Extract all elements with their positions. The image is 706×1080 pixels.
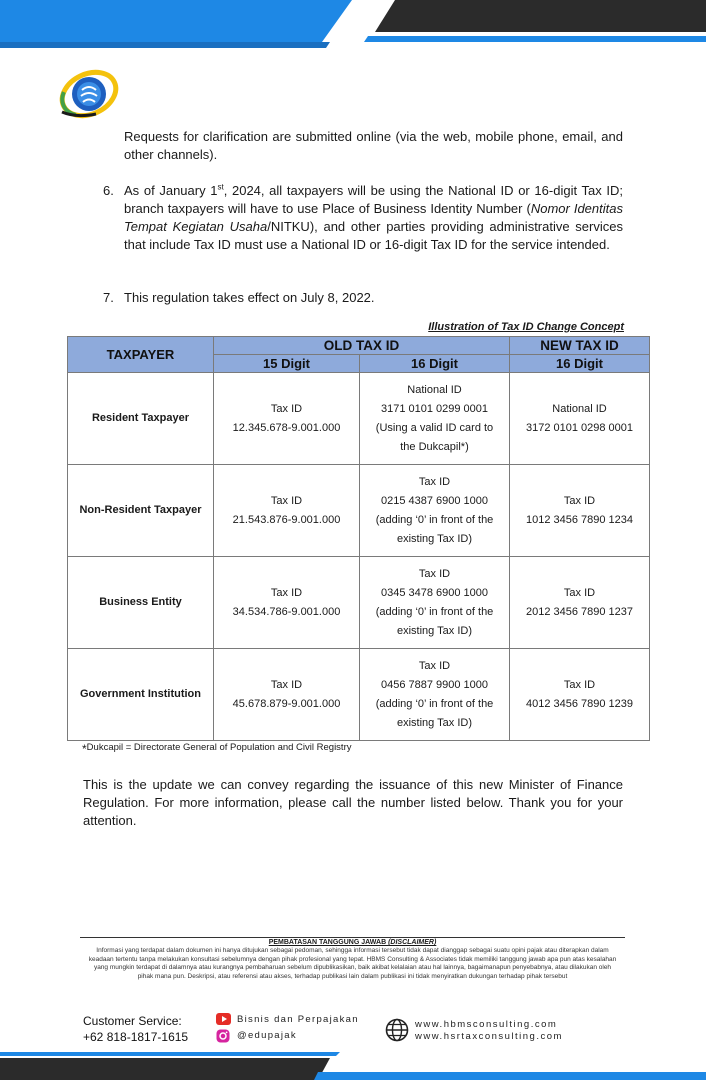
closing-paragraph: This is the update we can convey regarding the issuance of this new Minister of Finance Regulation. For more information, please call the number listed below. Thank you for your attention. xyxy=(83,777,623,828)
header-taxpayer: TAXPAYER xyxy=(68,337,214,373)
table-row xyxy=(68,465,650,557)
old-15-digit-cell: Tax ID 12.345.678-9.001.000 xyxy=(214,373,360,465)
header-old-tax-id: OLD TAX ID xyxy=(214,337,510,355)
footer-banner xyxy=(0,1052,706,1080)
table-row xyxy=(68,557,650,649)
instagram-icon xyxy=(216,1029,231,1042)
customer-service-phone[interactable]: +62 818-1817-1615 xyxy=(83,1030,189,1044)
header-new-tax-id: NEW TAX ID xyxy=(510,337,650,355)
table-row xyxy=(68,373,650,465)
old-15-digit-cell: Tax ID 34.534.786-9.001.000 xyxy=(214,557,360,649)
company-logo xyxy=(56,60,122,120)
taxpayer-type: Government Institution xyxy=(68,649,214,741)
website-link-hsr[interactable]: www.hsrtaxconsulting.com xyxy=(415,1031,563,1042)
header-banner xyxy=(0,0,706,48)
youtube-link[interactable]: Bisnis dan Perpajakan xyxy=(216,1013,359,1026)
old-15-digit-cell: Tax ID 45.678.879-9.001.000 xyxy=(214,649,360,741)
old-16-digit-cell: Tax ID 0456 7887 9900 1000 (adding ‘0’ in front of the existing Tax ID) xyxy=(360,649,510,741)
list-number: 7. xyxy=(103,290,114,305)
globe-icon xyxy=(385,1018,409,1042)
old-15-digit-cell: Tax ID 21.543.876-9.001.000 xyxy=(214,465,360,557)
list-text: As of January 1st, 2024, all taxpayers will be using the National ID or 16-digit Tax ID; branch taxpayers will have to use Place of Business Identity Number (Nomor Identitas Tempat Kegiatan Usaha/NITKU), and other parties providing administrative services that include Tax ID must use a National ID or 16-digit Tax ID for the service intended. xyxy=(124,182,623,252)
header-16-digit-new: 16 Digit xyxy=(510,355,650,373)
disclaimer-title: PEMBATASAN TANGGUNG JAWAB (DISCLAIMER) xyxy=(268,939,437,946)
instagram-link[interactable]: @edupajak xyxy=(216,1029,297,1042)
intro-paragraph: Requests for clarification are submitted online (via the web, mobile phone, email, and other channels). xyxy=(124,129,623,162)
table-row xyxy=(68,649,650,741)
header-15-digit: 15 Digit xyxy=(214,355,360,373)
new-16-digit-cell: Tax ID 4012 3456 7890 1239 xyxy=(510,649,650,741)
new-16-digit-cell: Tax ID 2012 3456 7890 1237 xyxy=(510,557,650,649)
header-16-digit-old: 16 Digit xyxy=(360,355,510,373)
customer-service-label: Customer Service: xyxy=(83,1014,182,1028)
table-footnote: *Dukcapil = Directorate General of Population and Civil Registry xyxy=(82,742,352,756)
old-16-digit-cell: National ID 3171 0101 0299 0001 (Using a valid ID card to the Dukcapil*) xyxy=(360,373,510,465)
taxpayer-type: Business Entity xyxy=(68,557,214,649)
website-link-hbms[interactable]: www.hbmsconsulting.com xyxy=(415,1019,558,1030)
old-16-digit-cell: Tax ID 0215 4387 6900 1000 (adding ‘0’ in front of the existing Tax ID) xyxy=(360,465,510,557)
disclaimer-body: Informasi yang terdapat dalam dokumen ini hanya ditujukan sebagai pedoman, sehingga informasi tersebut tidak dapat dianggap sebagai suatu opini pajak atau diterapkan dalam keadaan tertentu tanpa melakukan konsultasi sebelumnya dengan pihak profesional yang tepat. HBMS Consulting & Associates tidak memiliki tanggung jawab apa pun atas kesalahan yang mungkin terdapat di dalamnya atau kurangnya pembaharuan sebelum dipublikasikan, baik akibat kelalaian atau hal lainnya, bagaimanapun penyebabnya, atau dilakukan oleh pihak mana pun. Deskripsi, atau referensi atau akses, terhadap publikasi lain dalam publikasi ini tidak menyiratkan dukungan terhadap pihak tersebut xyxy=(88,947,617,980)
taxpayer-type: Resident Taxpayer xyxy=(68,373,214,465)
new-16-digit-cell: National ID 3172 0101 0298 0001 xyxy=(510,373,650,465)
taxpayer-type: Non-Resident Taxpayer xyxy=(68,465,214,557)
youtube-icon xyxy=(216,1013,231,1026)
table-caption: Illustration of Tax ID Change Concept xyxy=(428,321,624,333)
new-16-digit-cell: Tax ID 1012 3456 7890 1234 xyxy=(510,465,650,557)
tax-id-table xyxy=(67,336,650,741)
customer-service xyxy=(83,1013,188,1045)
old-16-digit-cell: Tax ID 0345 3478 6900 1000 (adding ‘0’ in front of the existing Tax ID) xyxy=(360,557,510,649)
list-text: This regulation takes effect on July 8, 2022. xyxy=(124,290,375,305)
list-number: 6. xyxy=(103,183,114,198)
divider xyxy=(80,937,625,938)
